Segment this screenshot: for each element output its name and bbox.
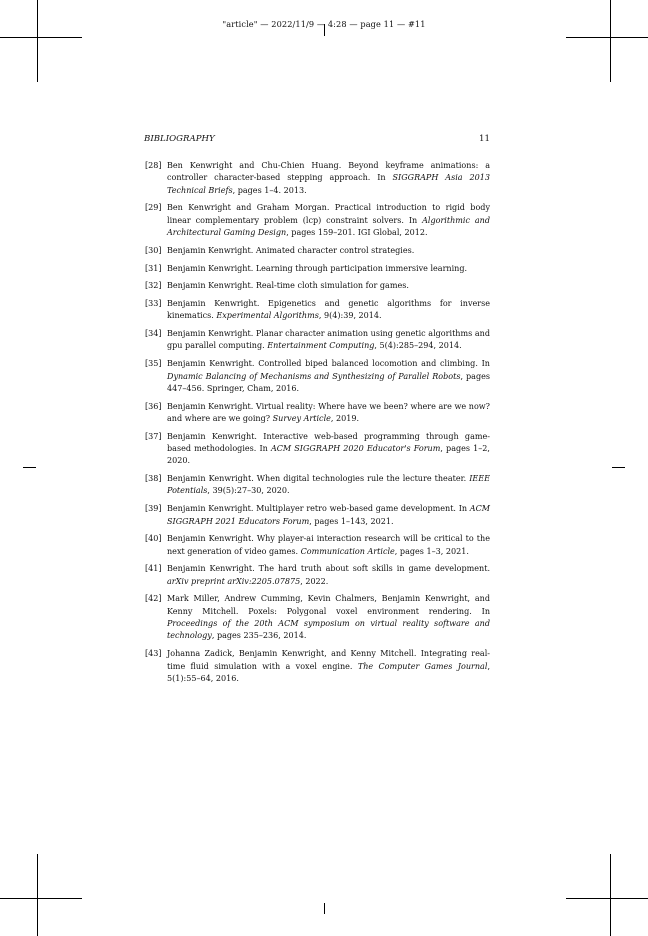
bib-entry-authors-title: Johanna Zadick, Benjamin Kenwright, and Kenny Mitchell. Integrating real-time fluid simulation with a voxel engine. xyxy=(167,649,490,671)
bib-entry-details: , pages 1–143, 2021. xyxy=(309,516,394,526)
bib-entry-details: , pages 447–456. Springer, Cham, 2016. xyxy=(167,371,491,393)
page-number: 11 xyxy=(479,134,490,144)
bib-entry-text xyxy=(167,503,490,528)
bib-entry-authors-title: Benjamin Kenwright. Epigenetics and genetic algorithms for inverse kinematics. xyxy=(167,299,490,321)
bib-entry-details: , pages 159–201. IGI Global, 2012. xyxy=(286,228,428,238)
bib-entry-authors-title: Benjamin Kenwright. Animated character control strategies. xyxy=(167,245,415,255)
crop-mark xyxy=(566,898,648,899)
bibliography-list xyxy=(145,160,490,691)
bib-entry xyxy=(145,503,490,528)
bib-entry-authors-title: Mark Miller, Andrew Cumming, Kevin Chalmers, Benjamin Kenwright, and Kenny Mitchell. Poxels: Polygonal voxel environment rendering. In xyxy=(167,594,490,616)
bib-entry-number: [40] xyxy=(145,534,162,544)
bib-entry-venue: Dynamic Balancing of Mechanisms and Synthesizing of Parallel Robots xyxy=(167,371,461,381)
bib-entry-number: [37] xyxy=(145,431,162,441)
bib-entry-venue: SIGGRAPH Asia 2013 Technical Briefs xyxy=(167,173,490,195)
crop-mark xyxy=(610,854,611,936)
crop-mark xyxy=(37,0,38,82)
bib-entry-number: [30] xyxy=(145,245,162,255)
bib-entry-details: , pages 1–3, 2021. xyxy=(394,546,469,556)
bib-entry-number: [42] xyxy=(145,594,162,604)
bib-entry-number: [36] xyxy=(145,401,162,411)
bib-entry-text xyxy=(167,593,490,642)
bib-entry xyxy=(145,593,490,642)
bib-entry-details: , pages 235–236, 2014. xyxy=(211,631,307,641)
bib-entry xyxy=(145,473,490,498)
bib-entry-text xyxy=(167,431,490,468)
bib-entry-details: , 2022. xyxy=(300,576,329,586)
bib-entry-number: [38] xyxy=(145,474,162,484)
bib-entry xyxy=(145,280,490,292)
bib-entry xyxy=(145,245,490,257)
bib-entry-text xyxy=(167,473,490,498)
bib-entry-authors-title: Benjamin Kenwright. Controlled biped balanced locomotion and climbing. In xyxy=(167,359,490,369)
bib-entry-number: [39] xyxy=(145,504,162,514)
bib-entry xyxy=(145,160,490,197)
bib-entry xyxy=(145,401,490,426)
bib-entry-text xyxy=(167,563,490,588)
bib-entry-authors-title: Ben Kenwright and Chu-Chien Huang. Beyond keyframe animations: a controller character-based stepping approach. In xyxy=(167,161,490,183)
bib-entry-text xyxy=(167,263,490,275)
bib-entry-venue: Survey Article xyxy=(272,413,331,423)
bib-entry-authors-title: Benjamin Kenwright. Why player-ai interaction research will be critical to the next generation of video games. xyxy=(167,534,490,556)
bib-entry-venue: ACM SIGGRAPH 2020 Educator's Forum xyxy=(270,444,441,454)
bib-entry-venue: The Computer Games Journal xyxy=(357,661,488,671)
bib-entry-details: , 2019. xyxy=(330,413,360,423)
crop-mark xyxy=(566,37,648,38)
crop-mark xyxy=(0,898,82,899)
bib-entry-text xyxy=(167,245,490,257)
bib-entry-authors-title: Benjamin Kenwright. The hard truth about soft skills in game development. xyxy=(167,564,490,574)
bib-entry-venue: Experimental Algorithms xyxy=(216,311,319,321)
crop-mark xyxy=(610,0,611,82)
bib-entry-authors-title: Ben Kenwright and Graham Morgan. Practical introduction to rigid body linear complementary problem (lcp) constraint solvers. In xyxy=(167,203,490,225)
bib-entry-venue: IEEE Potentials xyxy=(167,474,490,496)
bib-entry-number: [29] xyxy=(145,203,162,213)
bib-entry-number: [31] xyxy=(145,263,162,273)
bib-entry-number: [32] xyxy=(145,281,162,291)
bib-entry-venue: Algorithmic and Architectural Gaming Design xyxy=(167,215,490,238)
bib-entry-authors-title: Benjamin Kenwright. Planar character animation using genetic algorithms and gpu parallel computing. xyxy=(167,329,490,351)
bib-entry-authors-title: Benjamin Kenwright. Learning through participation immersive learning. xyxy=(167,263,468,273)
bib-entry-number: [34] xyxy=(145,329,162,339)
running-head: "article" — 2022/11/9 — 4:28 — page 11 — #11 xyxy=(222,19,426,29)
bib-entry-venue: Communication Article xyxy=(300,546,395,556)
bib-entry-authors-title: Benjamin Kenwright. Interactive web-based programming through game-based methodologies. In xyxy=(167,431,490,454)
bib-entry xyxy=(145,648,490,685)
bib-entry-venue: Entertainment Computing xyxy=(267,341,375,351)
crop-mark xyxy=(37,854,38,936)
bib-entry-authors-title: Benjamin Kenwright. Real-time cloth simulation for games. xyxy=(167,281,409,291)
bib-entry xyxy=(145,298,490,323)
bib-entry-authors-title: Benjamin Kenwright. Virtual reality: Where have we been? where are we now? and where are we going? xyxy=(167,401,490,423)
bib-entry-text xyxy=(167,328,490,353)
bib-entry-details: , 5(1):55–64, 2016. xyxy=(167,661,490,683)
bib-entry-text xyxy=(167,160,490,197)
crop-mark xyxy=(612,467,625,468)
bib-entry-text xyxy=(167,202,490,239)
bib-entry xyxy=(145,358,490,395)
bib-entry-text xyxy=(167,533,490,558)
bib-entry-text xyxy=(167,298,490,323)
bib-entry-number: [43] xyxy=(145,649,162,659)
bib-entry-details: , pages 1–4. 2013. xyxy=(232,185,307,195)
bib-entry-number: [41] xyxy=(145,564,162,574)
bib-entry-venue: arXiv preprint arXiv:2205.07875 xyxy=(167,576,301,586)
bib-entry-venue: Proceedings of the 20th ACM symposium on virtual reality software and technology xyxy=(167,619,490,641)
section-header: BIBLIOGRAPHY xyxy=(144,134,215,144)
bib-entry-text xyxy=(167,648,490,685)
bib-entry-text xyxy=(167,401,490,426)
bib-entry xyxy=(145,431,490,468)
bib-entry-details: , pages 1–2, 2020. xyxy=(167,444,490,466)
bib-entry-details: , 9(4):39, 2014. xyxy=(318,311,382,321)
bib-entry-venue: ACM SIGGRAPH 2021 Educators Forum xyxy=(167,504,490,526)
crop-mark xyxy=(0,37,82,38)
bib-entry-authors-title: Benjamin Kenwright. When digital technologies rule the lecture theater. xyxy=(167,474,470,484)
bib-entry-number: [33] xyxy=(145,299,162,309)
bib-entry-text xyxy=(167,280,490,292)
bib-entry xyxy=(145,328,490,353)
bib-entry-text xyxy=(167,358,490,395)
bib-entry xyxy=(145,263,490,275)
bib-entry xyxy=(145,563,490,588)
bib-entry xyxy=(145,202,490,239)
bib-entry-number: [35] xyxy=(145,359,162,369)
crop-mark xyxy=(324,903,325,914)
crop-mark xyxy=(23,467,36,468)
bib-entry-details: , 39(5):27–30, 2020. xyxy=(207,486,290,496)
bib-entry-authors-title: Benjamin Kenwright. Multiplayer retro web-based game development. In xyxy=(167,504,470,514)
bib-entry-details: , 5(4):285–294, 2014. xyxy=(374,341,462,351)
bib-entry xyxy=(145,533,490,558)
bib-entry-number: [28] xyxy=(145,161,162,170)
